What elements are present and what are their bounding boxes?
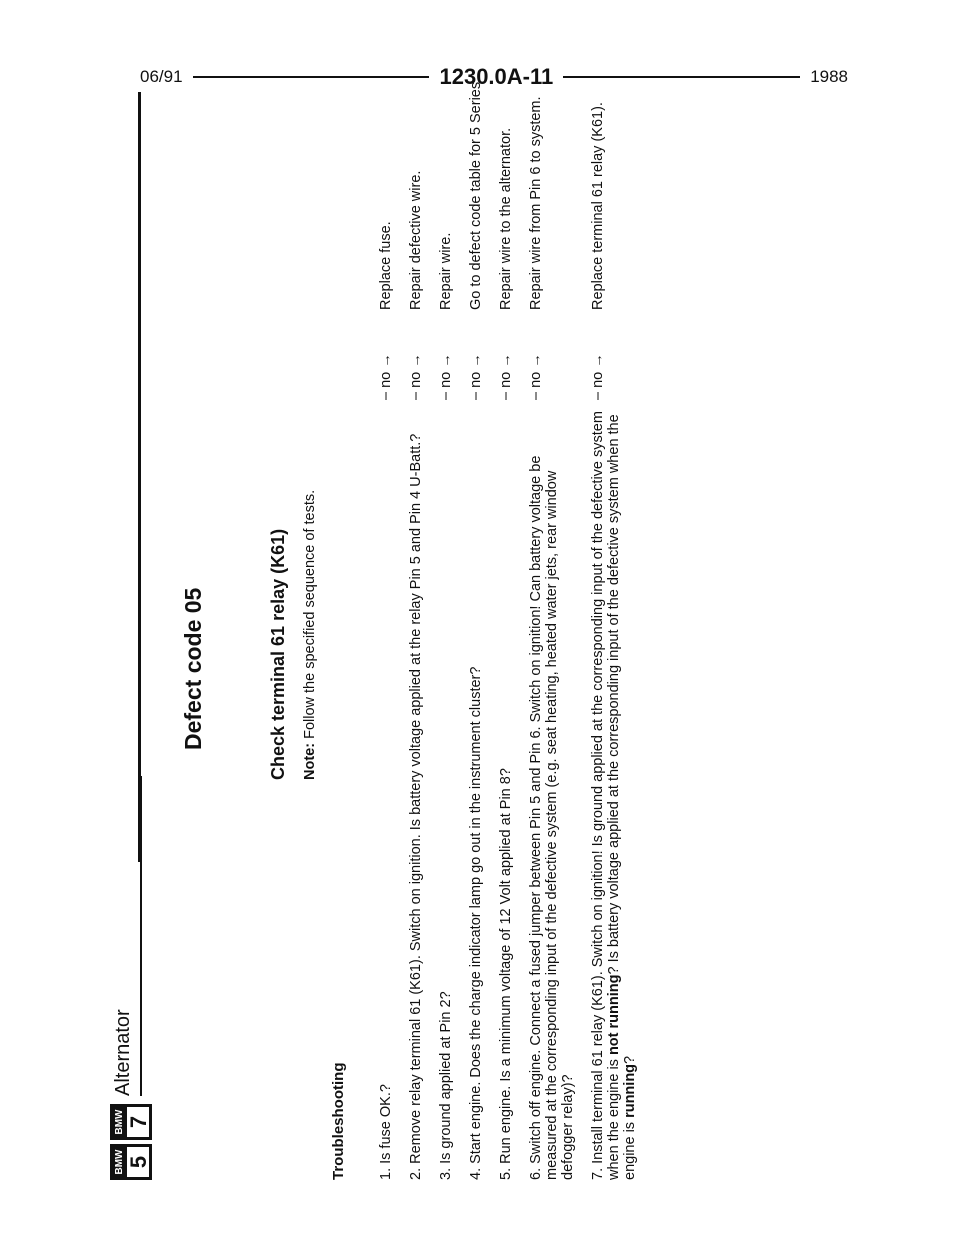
- document-title: Defect code 05: [180, 587, 206, 750]
- no-arrow: – no →: [408, 353, 424, 400]
- section-title-rule: [140, 776, 142, 1096]
- step-question: [590, 410, 638, 1180]
- no-arrow: – no →: [498, 353, 514, 400]
- note: [302, 490, 318, 780]
- header-year: 1988: [810, 67, 849, 86]
- step-3: [438, 75, 454, 1180]
- step-question: 4. Start engine. Does the charge indicator lamp go out in the instrument cluster?: [468, 666, 484, 1180]
- troubleshooting-heading: Troubleshooting: [330, 1062, 347, 1180]
- step-2: [408, 75, 424, 1180]
- header-date: 06/91: [140, 67, 183, 86]
- step-1: [378, 75, 394, 1180]
- model-badge-7: [110, 1104, 152, 1140]
- badge-brand: BMW: [113, 1107, 127, 1137]
- step-question: 5. Run engine. Is a minimum voltage of 12 Volt applied at Pin 8?: [498, 768, 514, 1180]
- no-arrow: – no →: [528, 353, 544, 400]
- step-action: Repair wire to the alternator.: [498, 127, 514, 310]
- badge-series: 7: [126, 1115, 151, 1129]
- step-action: Repair defective wire.: [408, 170, 424, 310]
- note-text: Follow the specified sequence of tests.: [302, 489, 318, 743]
- model-badge-5: [110, 1144, 152, 1180]
- no-arrow: – no →: [468, 353, 484, 400]
- step-question-emphasis: running: [622, 1063, 638, 1118]
- step-7: [590, 75, 638, 1180]
- step-question-emphasis: not running: [606, 974, 622, 1056]
- step-action: Go to defect code table for 5 Series.: [468, 77, 484, 310]
- step-question: 1. Is fuse OK.?: [378, 1084, 394, 1180]
- step-action: Replace fuse.: [378, 221, 394, 310]
- step-action: Repair wire.: [438, 232, 454, 310]
- step-5: [498, 75, 514, 1180]
- step-question-part: ? Is battery voltage applied at the corresponding input of the defective system when the engine is: [606, 414, 638, 1180]
- step-4: [468, 75, 484, 1180]
- no-arrow: – no →: [438, 353, 454, 400]
- no-arrow: – no →: [378, 353, 394, 400]
- step-action: Repair wire from Pin 6 to system.: [528, 96, 544, 310]
- step-6: [528, 75, 576, 1180]
- note-label: Note:: [302, 742, 318, 780]
- step-question: 6. Switch off engine. Connect a fused jumper between Pin 5 and Pin 6. Switch on ignition! Can battery voltage be measured at the corresponding input of the defective system (e.g. seat heating, heated water jets, rear window defogger relay)?: [528, 455, 576, 1180]
- step-action: Replace terminal 61 relay (K61).: [590, 102, 606, 310]
- model-badges: [110, 1104, 152, 1180]
- step-question-part: ?: [622, 1055, 638, 1064]
- document-subtitle: Check terminal 61 relay (K61): [268, 528, 288, 780]
- badge-brand: BMW: [113, 1147, 127, 1177]
- step-question: 3. Is ground applied at Pin 2?: [438, 991, 454, 1180]
- no-arrow: – no →: [590, 353, 606, 400]
- steps-list: [378, 75, 652, 1180]
- rotated-page-content: [110, 75, 670, 1180]
- section-title: Alternator: [112, 1009, 134, 1096]
- header-page-number: 1230.0A-11: [439, 64, 554, 89]
- step-question: 2. Remove relay terminal 61 (K61). Switch on ignition. Is battery voltage applied at the relay Pin 5 and Pin 4 U-Batt.?: [408, 433, 424, 1180]
- step-question-part: 7. Install terminal 61 relay (K61). Switch on ignition! Is ground applied at the corresponding input of the defective system when the engine is: [590, 411, 622, 1180]
- badge-series: 5: [126, 1155, 151, 1169]
